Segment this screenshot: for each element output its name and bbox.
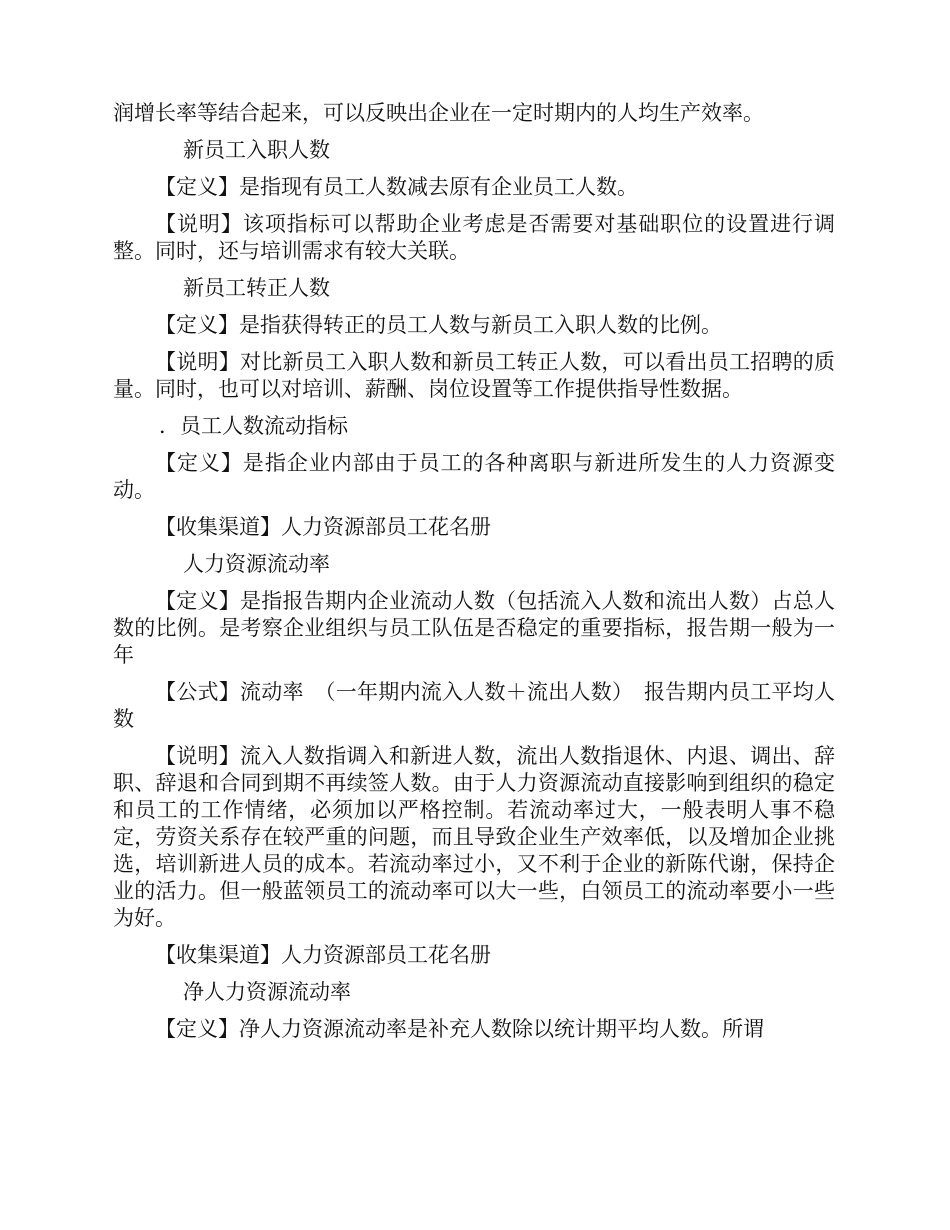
paragraph-confirmations-note: 【说明】对比新员工入职人数和新员工转正人数，可以看出员工招聘的质量。同时，也可以对培训、薪酬、岗位设置等工作提供指导性数据。: [113, 350, 835, 401]
paragraph-staff-flow-source: 【收集渠道】人力资源部员工花名册: [155, 515, 491, 539]
heading-new-hires: 新员工入职人数: [183, 138, 330, 162]
paragraph-turnover-source: 【收集渠道】人力资源部员工花名册: [155, 943, 491, 967]
heading-turnover-rate: 人力资源流动率: [183, 552, 330, 576]
heading-net-turnover-rate: 净人力资源流动率: [183, 980, 351, 1004]
paragraph-turnover-formula: 【公式】流动率 （一年期内流入人数＋流出人数） 报告期内员工平均人数: [113, 680, 835, 731]
paragraph-turnover-definition: 【定义】是指报告期内企业流动人数（包括流入人数和流出人数）占总人数的比例。是考察企业组织与员工队伍是否稳定的重要指标，报告期一般为一年: [113, 589, 835, 667]
document-body: [113, 100, 835, 1053]
paragraph-new-hires-note: 【说明】该项指标可以帮助企业考虑是否需要对基础职位的设置进行调整。同时，还与培训需求有较大关联。: [113, 212, 835, 263]
paragraph-new-hires-definition: 【定义】是指现有员工人数减去原有企业员工人数。: [155, 175, 638, 199]
heading-new-confirmations: 新员工转正人数: [183, 276, 330, 300]
paragraph-confirmations-definition: 【定义】是指获得转正的员工人数与新员工入职人数的比例。: [155, 313, 722, 337]
paragraph-turnover-note: 【说明】流入人数指调入和新进人数，流出人数指退休、内退、调出、辞职、辞退和合同到期不再续签人数。由于人力资源流动直接影响到组织的稳定和员工的工作情绪，必须加以严格控制。若流动率过大，一般表明人事不稳定，劳资关系存在较严重的问题，而且导致企业生产效率低，以及增加企业挑选，培训新进人员的成本。若流动率过小，又不利于企业的新陈代谢，保持企业的活力。但一般蓝领员工的流动率可以大一些，白领员工的流动率要小一些为好。: [113, 744, 835, 930]
paragraph-staff-flow-definition: 【定义】是指企业内部由于员工的各种离职与新进所发生的人力资源变动。: [113, 451, 835, 502]
section-heading-staff-flow: ．员工人数流动指标: [159, 414, 348, 438]
paragraph-efficiency-continuation: 润增长率等结合起来，可以反映出企业在一定时期内的人均生产效率。: [113, 101, 764, 125]
paragraph-net-turnover-definition: 【定义】净人力资源流动率是补充人数除以统计期平均人数。所谓: [155, 1017, 764, 1041]
